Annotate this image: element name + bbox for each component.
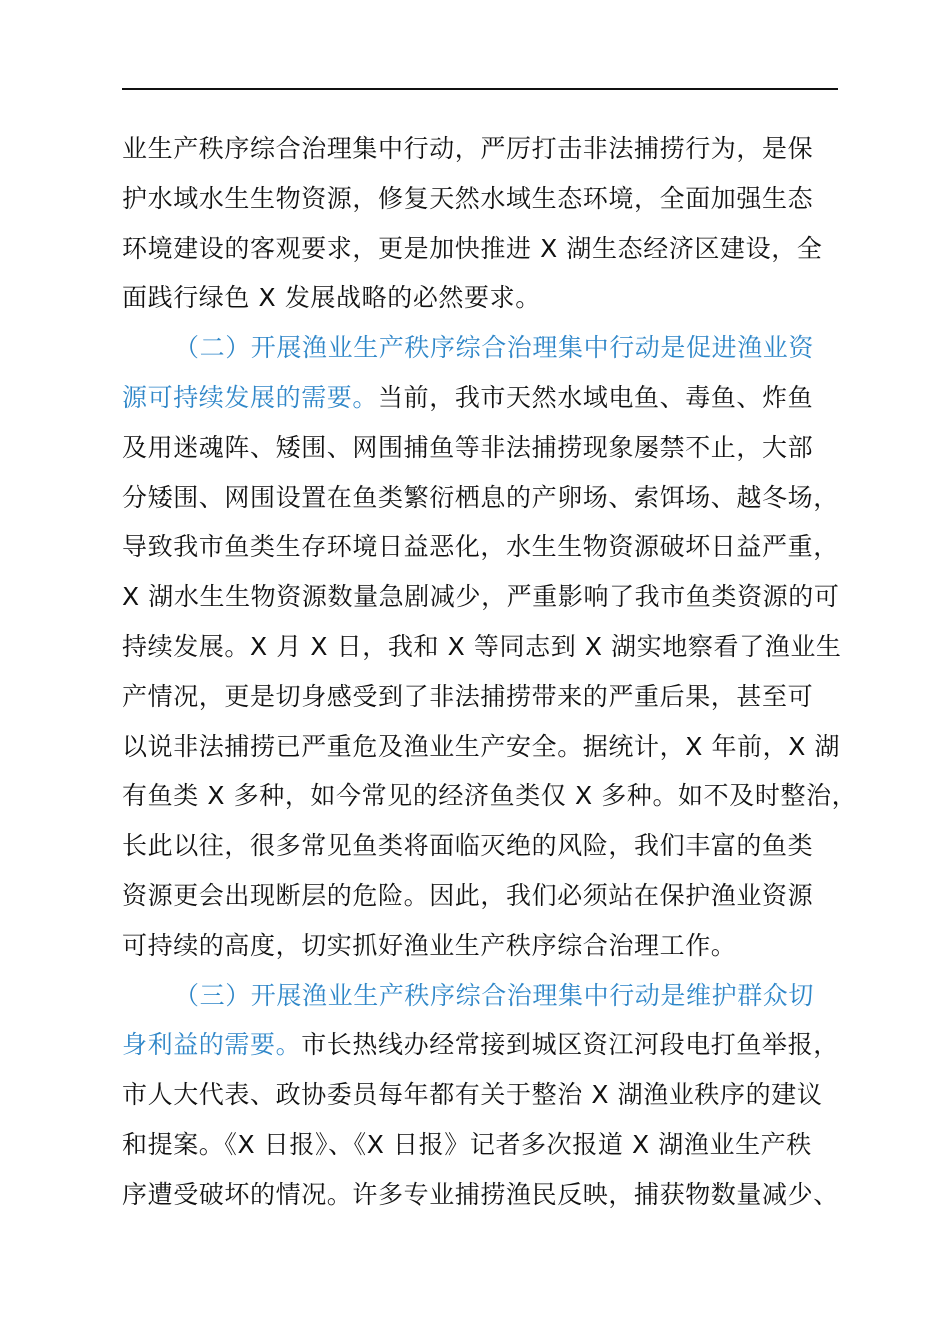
document-body xyxy=(122,124,862,1220)
text-line xyxy=(122,373,862,423)
text-line: 持续发展。X 月 X 日，我和 X 等同志到 X 湖实地察看了渔业生 xyxy=(122,631,842,661)
paragraph-3 xyxy=(122,971,862,1220)
paragraph-2 xyxy=(122,323,862,970)
text-line: 长此以往，很多常见鱼类将面临灭绝的风险，我们丰富的鱼类 xyxy=(122,831,814,861)
header-rule xyxy=(122,88,838,90)
text-run: 当前，我市天然水域电鱼、毒鱼、炸鱼 xyxy=(378,382,814,412)
text-line: 和提案。《X 日报》、《X 日报》记者多次报道 X 湖渔业生产秩 xyxy=(122,1129,812,1159)
text-line: 可持续的高度，切实抓好渔业生产秩序综合治理工作。 xyxy=(122,930,737,960)
text-line: 产情况，更是切身感受到了非法捕捞带来的严重后果，甚至可 xyxy=(122,681,814,711)
text-line: X 湖水生生物资源数量急剧减少，严重影响了我市鱼类资源的可 xyxy=(122,582,840,612)
text-line: 分矮围、网围设置在鱼类繁衍栖息的产卵场、索饵场、越冬场， xyxy=(122,482,839,512)
section-heading: （三）开展渔业生产秩序综合治理集中行动是维护群众切 xyxy=(174,980,815,1010)
text-line: 导致我市鱼类生存环境日益恶化，水生生物资源破坏日益严重， xyxy=(122,532,839,562)
text-line: 业生产秩序综合治理集中行动，严厉打击非法捕捞行为，是保 xyxy=(122,134,814,163)
text-line xyxy=(122,1020,862,1070)
text-line: 以说非法捕捞已严重危及渔业生产安全。据统计，X 年前，X 湖 xyxy=(122,731,841,761)
text-line xyxy=(122,323,862,373)
section-heading: 身利益的需要。 xyxy=(122,1030,302,1060)
text-line: 序遭受破坏的情况。许多专业捕捞渔民反映，捕获物数量减少、 xyxy=(122,1179,839,1209)
paragraph-1 xyxy=(122,124,862,323)
text-line xyxy=(122,971,862,1021)
text-line: 及用迷魂阵、矮围、网围捕鱼等非法捕捞现象屡禁不止，大部 xyxy=(122,432,814,462)
text-line: 有鱼类 X 多种，如今常见的经济鱼类仅 X 多种。如不及时整治， xyxy=(122,781,858,811)
text-line: 市人大代表、政协委员每年都有关于整治 X 湖渔业秩序的建议 xyxy=(122,1080,823,1110)
text-run: 市长热线办经常接到城区资江河段电打鱼举报， xyxy=(301,1030,839,1060)
text-line: 面践行绿色 X 发展战略的必然要求。 xyxy=(122,283,541,313)
text-line: 资源更会出现断层的危险。因此，我们必须站在保护渔业资源 xyxy=(122,880,814,910)
text-line: 护水域水生生物资源，修复天然水域生态环境，全面加强生态 xyxy=(122,183,814,213)
section-heading: 源可持续发展的需要。 xyxy=(122,382,379,412)
text-line: 环境建设的客观要求，更是加快推进 X 湖生态经济区建设，全 xyxy=(122,233,823,263)
section-heading: （二）开展渔业生产秩序综合治理集中行动是促进渔业资 xyxy=(174,333,815,363)
